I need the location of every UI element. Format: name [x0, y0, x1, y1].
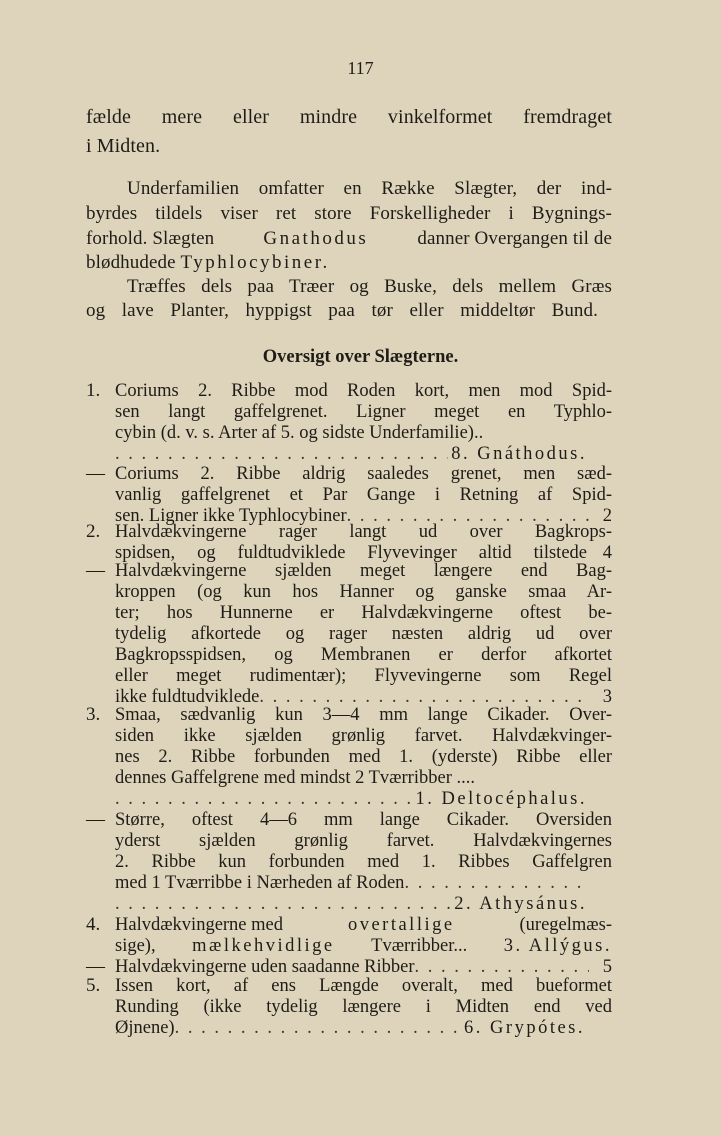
key-line: yderst sjælden grønlig farvet. Halvdækvingernes: [115, 831, 612, 851]
key-line-emphasis: mælkehvidlige: [192, 936, 335, 956]
key-number: 5.: [86, 975, 101, 996]
key-line: [115, 935, 612, 957]
key-number: 2.: [86, 521, 101, 542]
key-line: Coriums 2. Ribbe mod Roden kort, men mod Spid-: [115, 381, 612, 401]
para1-line-4: [86, 252, 330, 274]
key-heading: Oversigt over Slægterne.: [262, 347, 459, 367]
para1-line-3: [86, 228, 612, 250]
key-line: Halvdækvingerne sjælden meget længere end Bag-: [115, 561, 612, 581]
key-line: sen langt gaffelgrenet. Ligner meget en Typhlo-: [115, 402, 612, 422]
key-line-part: Tværribber...: [371, 936, 468, 956]
key-line: tydelig afkortede og rager næsten aldrig ud over: [115, 624, 612, 644]
key-result-genus: 2. Athysánus.: [454, 894, 587, 914]
key-line: sen. Ligner ikke Typhlocybiner: [115, 506, 347, 526]
key-line: Runding (ikke tydelig længere i Midten end ved: [115, 997, 612, 1017]
key-line: cybin (d. v. s. Arter af 5. og sidste Underfamilie)..: [115, 423, 484, 443]
key-number: —: [86, 463, 105, 484]
key-line: eller meget rudimentær); Flyvevingerne som Regel: [115, 666, 612, 686]
key-ref: 2: [602, 506, 612, 526]
key-ref: 3: [602, 687, 612, 707]
key-result-line: [115, 1017, 585, 1039]
key-line: Issen kort, af ens Længde overalt, med bueformet: [115, 976, 612, 996]
dot-leader: [404, 872, 587, 894]
key-line-part: (uregelmæs-: [519, 915, 612, 935]
key-ref: 5: [602, 957, 612, 977]
key-number: —: [86, 560, 105, 581]
key-line-part: Halvdækvingerne med: [115, 915, 283, 935]
key-number: —: [86, 809, 105, 830]
key-ref-line: [115, 872, 587, 894]
key-result-genus: 6. Grypótes.: [464, 1018, 585, 1038]
intro-line-2: i Midten.: [86, 135, 161, 157]
dot-leader: [115, 788, 413, 810]
key-number: 4.: [86, 914, 101, 935]
key-ref: 4: [602, 543, 612, 563]
para1-line-3-b: danner Overgangen til de: [417, 228, 612, 249]
key-result-genus: 8. Gnáthodus.: [451, 444, 587, 464]
para1-line-2: byrdes tildels viser ret store Forskelligheder i Bygnings-: [86, 203, 612, 224]
key-line: med 1 Tværribbe i Nærheden af Roden: [115, 873, 405, 893]
key-result-line: [115, 788, 587, 810]
key-line: Halvdækvingerne rager langt ud over Bagkrops-: [115, 522, 612, 542]
key-number: 3.: [86, 704, 101, 725]
key-line: siden ikke sjælden grønlig farvet. Halvdækvinger-: [115, 726, 612, 746]
para2-line-2: og lave Planter, hyppigst paa tør eller middeltør Bund.: [86, 300, 598, 321]
key-line: kroppen (og kun hos Hanner og ganske smaa Ar-: [115, 582, 612, 602]
key-line-emphasis: overtallige: [347, 915, 455, 935]
key-result-line: [115, 443, 587, 465]
key-line: [115, 914, 612, 936]
dot-leader: [115, 893, 451, 915]
page-number: 117: [347, 58, 374, 78]
intro-line-1: fælde mere eller mindre vinkelformet fremdraget: [86, 106, 612, 128]
key-line: ikke fuldtudviklede: [115, 687, 260, 707]
key-result-genus: 1. Deltocéphalus.: [415, 789, 587, 809]
para1-line-1: Underfamilien omfatter en Række Slægter, der ind-: [127, 178, 612, 199]
key-result-genus: 3. Allýgus.: [503, 936, 612, 956]
key-line: Smaa, sædvanlig kun 3—4 mm lange Cikader. Over-: [115, 705, 612, 725]
key-line: ter; hos Hunnerne er Halvdækvingerne oftest be-: [115, 603, 612, 623]
key-line: Større, oftest 4—6 mm lange Cikader. Oversiden: [115, 810, 612, 830]
key-line: Halvdækvingerne uden saadanne Ribber: [115, 957, 415, 977]
key-line: nes 2. Ribbe forbunden med 1. (yderste) Ribbe eller: [115, 747, 612, 767]
para1-line-4-a: blødhudede: [86, 252, 176, 273]
key-number: —: [86, 956, 105, 977]
key-line: Bagkropsspidsen, og Membranen er derfor afkortet: [115, 645, 612, 665]
para2-line-1: Træffes dels paa Træer og Buske, dels mellem Græs: [127, 276, 612, 297]
dot-leader: [175, 1017, 461, 1039]
dot-leader: [115, 443, 448, 465]
key-line: 2. Ribbe kun forbunden med 1. Ribbes Gaffelgren: [115, 852, 612, 872]
key-line: Coriums 2. Ribbe aldrig saaledes grenet, men sæd-: [115, 464, 612, 484]
key-line: vanlig gaffelgrenet et Par Gange i Retning af Spid-: [115, 485, 612, 505]
key-line: Øjnene): [115, 1018, 175, 1038]
key-line: dennes Gaffelgrene med mindst 2 Tværribber ....: [115, 768, 475, 788]
genus-gnathodus: Gnathodus: [263, 228, 369, 249]
key-line-part: sige),: [115, 936, 156, 956]
key-result-line: [115, 893, 587, 915]
genus-typhlocybiner: Typhlocybiner.: [180, 252, 330, 273]
key-line: spidsen, og fuldtudviklede Flyvevinger altid tilstede: [115, 543, 587, 563]
para1-line-3-a: forhold. Slægten: [86, 228, 215, 249]
key-number: 1.: [86, 380, 101, 401]
